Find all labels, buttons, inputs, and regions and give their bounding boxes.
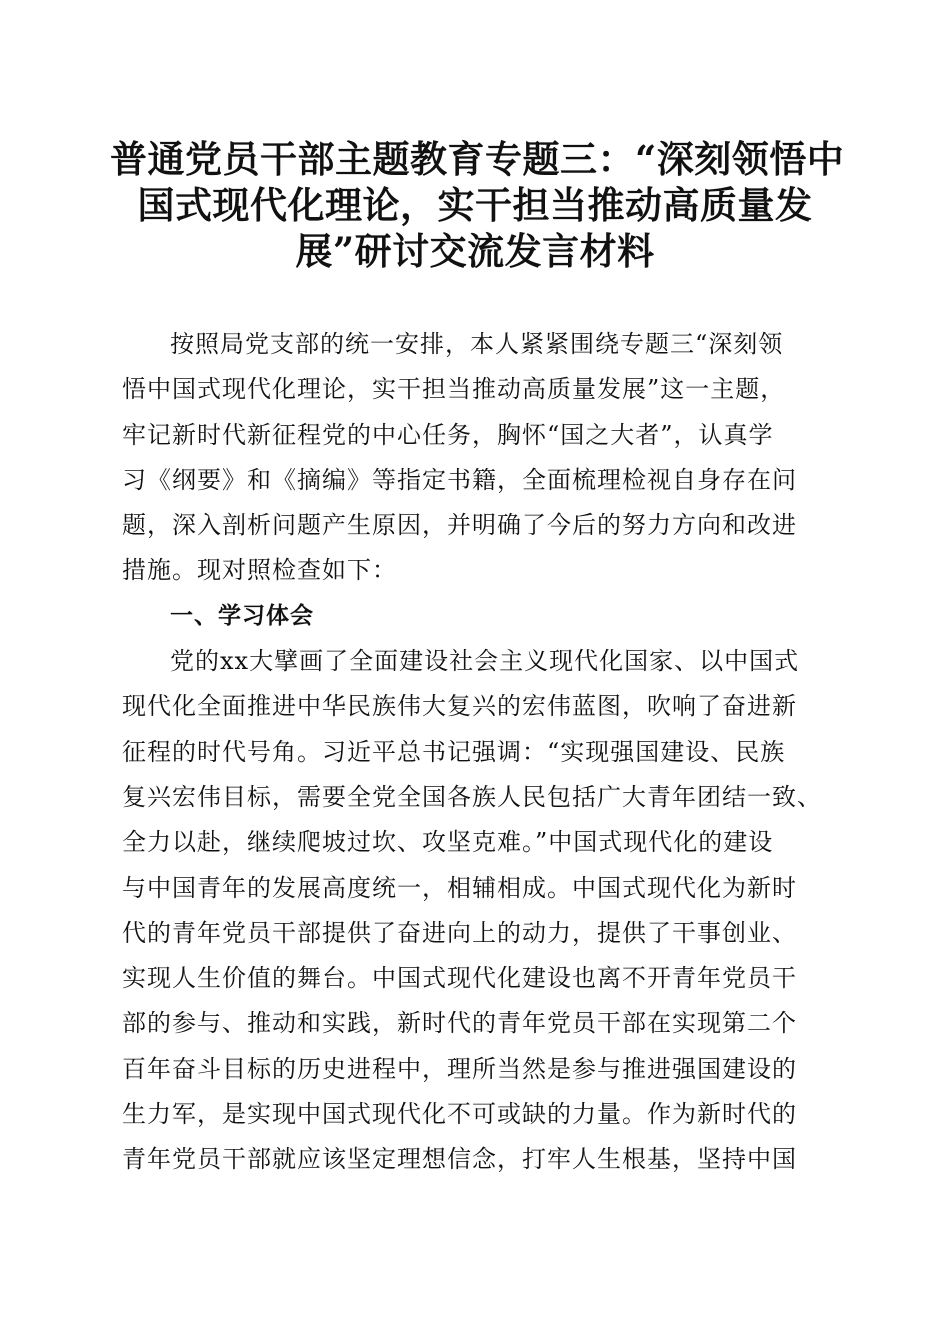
section-line: 党的xx大擘画了全面建设社会主义现代化国家、以中国式: [170, 647, 800, 676]
title-line: 展”研讨交流发言材料: [295, 229, 655, 273]
section-line: 百年奋斗目标的历史进程中，理所当然是参与推进强国建设的: [122, 1054, 797, 1083]
title-line: 国式现代化理论，实干担当推动高质量发: [137, 183, 813, 227]
intro-line: 牢记新时代新征程党的中心任务，胸怀“国之大者”，认真学: [122, 420, 774, 449]
section-line: 青年党员干部就应该坚定理想信念，打牢人生根基，坚持中国: [122, 1145, 797, 1174]
section-line: 复兴宏伟目标，需要全党全国各族人民包括广大青年团结一致、: [122, 782, 822, 811]
section-line: 征程的时代号角。习近平总书记强调：“实现强国建设、民族: [122, 737, 786, 766]
section-line: 现代化全面推进中华民族伟大复兴的宏伟蓝图，吹响了奋进新: [122, 692, 797, 721]
document-title: [110, 136, 845, 274]
section-line: 部的参与、推动和实践，新时代的青年党员干部在实现第二个: [122, 1009, 797, 1038]
intro-line: 题，深入剖析问题产生原因，并明确了今后的努力方向和改进: [122, 511, 797, 540]
intro-line: 习《纲要》和《摘编》等指定书籍，全面梳理检视自身存在问: [122, 465, 797, 494]
section-line: 生力军，是实现中国式现代化不可或缺的力量。作为新时代的: [122, 1100, 797, 1129]
section-heading: 一、学习体会: [170, 602, 314, 629]
intro-line: 按照局党支部的统一安排，本人紧紧围绕专题三“深刻领: [170, 330, 784, 358]
section-line: 与中国青年的发展高度统一，相辅相成。中国式现代化为新时: [122, 873, 797, 902]
document-body: [122, 322, 842, 1183]
section-line: 实现人生价值的舞台。中国式现代化建设也离不开青年党员干: [122, 964, 797, 993]
section-line: 代的青年党员干部提供了奋进向上的动力，提供了干事创业、: [122, 918, 797, 947]
intro-line: 悟中国式现代化理论，实干担当推动高质量发展”这一主题，: [122, 375, 786, 404]
title-line: 普通党员干部主题教育专题三：“深刻领悟中: [110, 137, 845, 181]
section-line: 全力以赴，继续爬坡过坎、攻坚克难。”中国式现代化的建设: [122, 828, 774, 857]
intro-line: 措施。现对照检查如下：: [122, 556, 397, 585]
